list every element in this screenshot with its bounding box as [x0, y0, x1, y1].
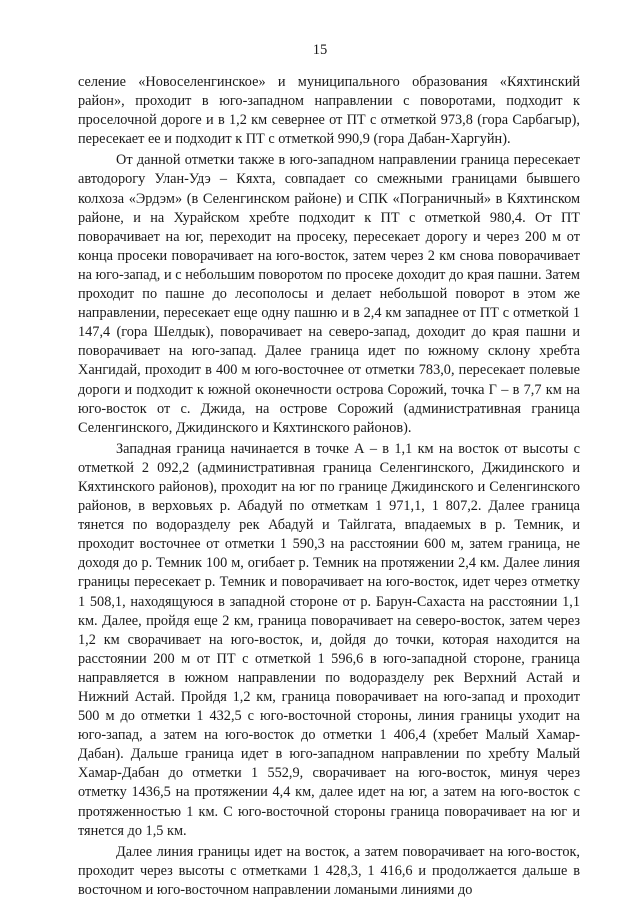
paragraph-1: селение «Новоселенгинское» и муниципального образования «Кяхтинский район», проходит в юго-западном направлении с поворотами, подходит к проселочной дороге и в 1,2 км севернее от ПТ с отметкой 973,8 (гора Сарбагыр), пересекает ее и подходит к ПТ с отметкой 990,9 (гора Дабан-Харгуйн).: [78, 74, 580, 148]
paragraph-3: Западная граница начинается в точке А – в 1,1 км на восток от высоты с отметкой 2 092,2 (административная граница Селенгинского, Джидинского и Кяхтинского районов), проходит на юг по границе Джидинского и Селенгинского районов, в верховьях р. Абадуй по отметкам 1 971,1, 1 807,2. Далее граница тянется по водоразделу рек Абадуй и Тайлгата, впадаемых в р. Темник, и проходит восточнее от отметки 1 590,3 на расстоянии 600 м, затем граница, не доходя до р. Темник 100 м, огибает р. Темник на протяжении 2,4 км. Далее линия границы пересекает р. Темник и поворачивает на юго-восток, идет через отметку 1 508,1, находящуюся в западной стороне от р. Барун-Сахаста на расстоянии 1,1 км. Далее, пройдя еще 2 км, граница поворачивает на северо-восток, затем через 1,2 км сворачивает на юго-восток, и, дойдя до точки, которая находится на расстоянии 200 м от ПТ с отметкой 1 596,6 в юго-западной стороне, граница направляется в южном направлении по водоразделу рек Верхний Астай и Нижний Астай. Пройдя 1,2 км, граница поворачивает на юго-запад и проходит 500 м до отметки 1 432,5 с юго-восточной стороны, линия границы уходит на юго-запад, а затем на юго-восток до отметки 1 406,4 (хребет Малый Хамар-Дабан). Дальше граница идет в юго-западном направлении по хребту Малый Хамар-Дабан до отметки 1 552,9, сворачивает на юго-восток, минуя через отметку 1436,5 на протяжении 4,4 км, далее идет на юг, а затем на юго-восток с протяженностью 1 км. С юго-восточной стороны граница поворачивает на юг и тянется до 1,5 км.: [78, 440, 580, 839]
paragraph-4: Далее линия границы идет на восток, а затем поворачивает на юго-восток, проходит через высоты с отметками 1 428,3, 1 416,6 и продолжается дальше в восточном и юго-восточном направлении ломаными линиями до: [78, 843, 580, 898]
document-body: [78, 73, 580, 900]
paragraph-2: От данной отметки также в юго-западном направлении граница пересекает автодорогу Улан-Удэ – Кяхта, совпадает со смежными границами бывшего колхоза «Эрдэм» (в Селенгинском районе) и СПК «Пограничный» в Кяхтинском районе, и на Хурайском хребте подходит к ПТ с отметкой 980,4. От ПТ поворачивает на юг, переходит на просеку, пересекает дорогу и через 200 м от конца просеки поворачивает на юго-восток, затем через 2 км снова поворачивает на юго-запад, и с небольшим поворотом по просеке доходит до края пашни. Затем проходит по пашне до лесополосы и делает небольшой поворот в этом же направлении, пересекает еще одну пашню и в 2,4 км западнее от ПТ с отметкой 1 147,4 (гора Шелдык), поворачивает на северо-запад, доходит до края пашни и поворачивает на юго-запад. Далее граница идет по южному склону хребта Хангидай, проходит в 400 м юго-восточнее от отметки 783,0, пересекает полевые дороги и подходит к южной оконечности острова Сорожий, точка Г – в 7,7 км на юго-восток от с. Джида, на острове Сорожий (административная граница Селенгинского, Джидинского и Кяхтинского районов).: [78, 152, 580, 436]
page-number: 15: [312, 42, 328, 58]
